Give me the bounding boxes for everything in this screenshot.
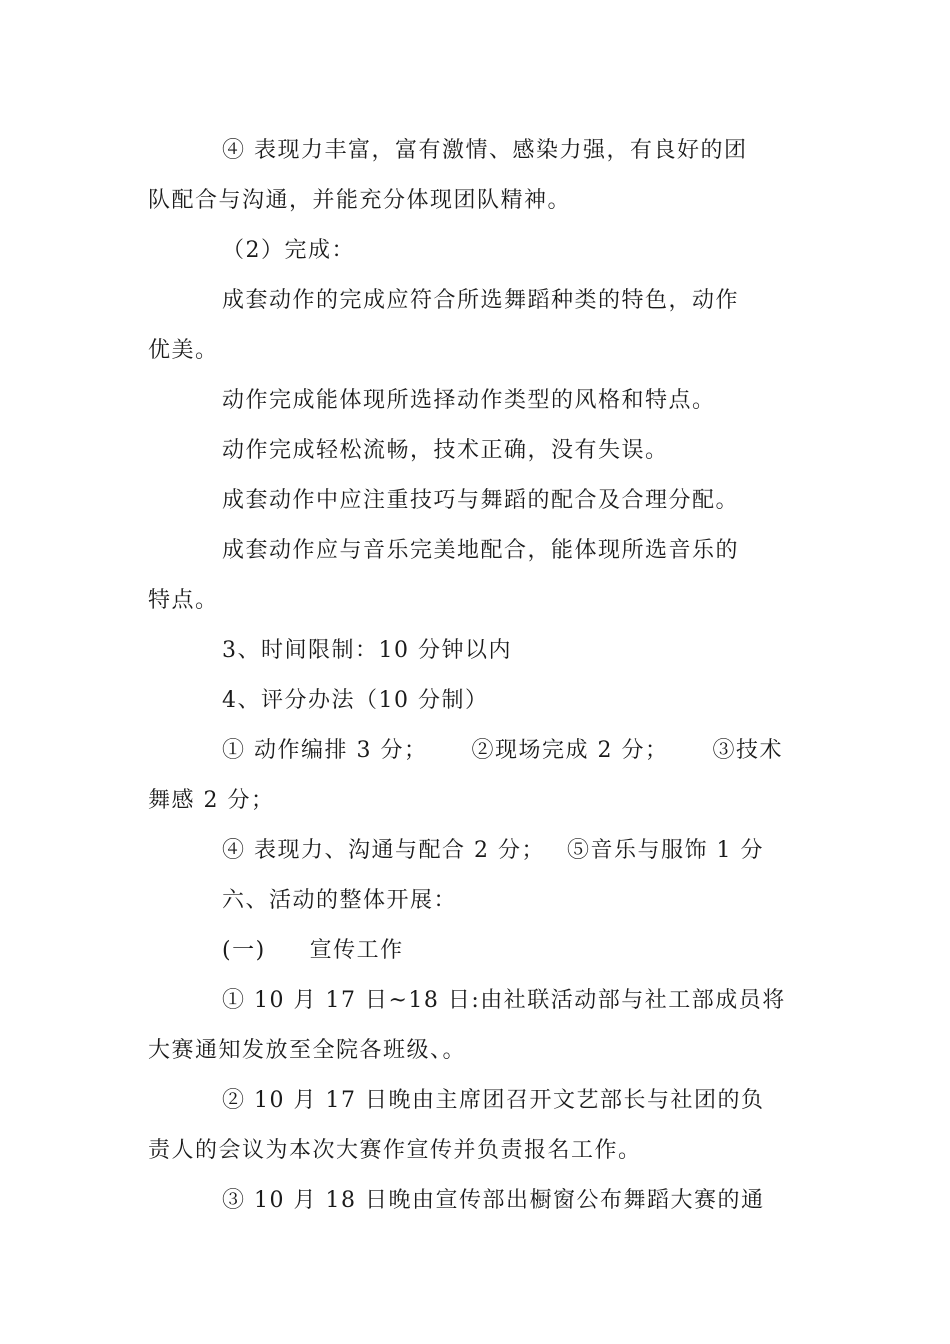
text-line: ① 10 月 17 日~18 日:由社联活动部与社工部成员将 (222, 988, 786, 1013)
text-line: 责人的会议为本次大赛作宣传并负责报名工作。 (148, 1138, 642, 1163)
text-line: 成套动作应与音乐完美地配合，能体现所选音乐的 (222, 538, 740, 563)
scoring-line (222, 736, 783, 766)
score-item: ⑤音乐与服饰 1 分 (566, 838, 764, 863)
text-line: （2）完成： (222, 238, 355, 263)
text-line: 4、评分办法（10 分制） (222, 688, 489, 713)
text-line: 特点。 (148, 588, 219, 613)
section-heading: 六、活动的整体开展： (222, 888, 458, 913)
scoring-line (222, 836, 764, 866)
subsection-number: (一) (222, 938, 266, 963)
text-line: 成套动作中应注重技巧与舞蹈的配合及合理分配。 (222, 488, 740, 513)
subsection-heading (222, 936, 404, 966)
text-line: 大赛通知发放至全院各班级、。 (148, 1038, 467, 1063)
text-line: ② 10 月 17 日晚由主席团召开文艺部长与社团的负 (222, 1088, 765, 1113)
text-line: 成套动作的完成应符合所选舞蹈种类的特色，动作 (222, 288, 740, 313)
score-item: ④ 表现力、沟通与配合 2 分； (222, 838, 545, 863)
text-line: 3、时间限制：10 分钟以内 (222, 638, 512, 663)
text-line: ③ 10 月 18 日晚由宣传部出橱窗公布舞蹈大赛的通 (222, 1188, 765, 1213)
subsection-title: 宣传工作 (309, 938, 404, 963)
text-line: 动作完成轻松流畅，技术正确，没有失误。 (222, 438, 669, 463)
text-line: 优美。 (148, 338, 219, 363)
text-line: 动作完成能体现所选择动作类型的风格和特点。 (222, 388, 716, 413)
text-line: 队配合与沟通，并能充分体现团队精神。 (148, 188, 572, 213)
score-item: ③技术 (712, 738, 783, 763)
text-line: 舞感 2 分； (148, 788, 275, 813)
score-item: ②现场完成 2 分； (471, 738, 669, 763)
score-item: ① 动作编排 3 分； (222, 738, 428, 763)
text-line: ④ 表现力丰富，富有激情、感染力强，有良好的团 (222, 138, 748, 163)
